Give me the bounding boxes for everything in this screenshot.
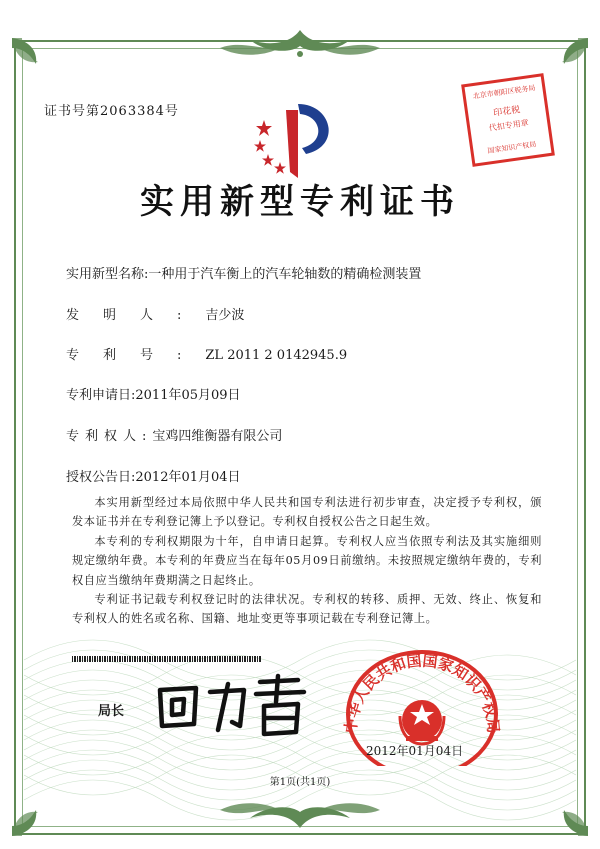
seal-text: 中华人民共和国国家知识产权局 bbox=[342, 651, 502, 735]
field-value: 2011年05月09日 bbox=[135, 388, 241, 403]
corner-ornament-top-left bbox=[8, 34, 58, 84]
field-label: 专利权人: bbox=[66, 429, 153, 444]
field-label: 实用新型名称: bbox=[66, 267, 149, 282]
top-ornament bbox=[210, 26, 390, 66]
field-grant-date bbox=[66, 466, 241, 485]
corner-ornament-bottom-right bbox=[542, 790, 592, 840]
field-application-date bbox=[66, 384, 241, 403]
body-paragraph: 本实用新型经过本局依照中华人民共和国专利法进行初步审查，决定授予专利权，颁发本证书并在专利登记簿上予以登记。专利权自授权公告之日起生效。 bbox=[72, 496, 542, 529]
director-label: 局长 bbox=[98, 704, 125, 719]
stamp-bottom-text: 国家知识产权局 bbox=[487, 140, 537, 156]
certificate-body-text bbox=[72, 493, 542, 629]
tax-stamp-seal bbox=[460, 72, 556, 168]
field-label: 专利申请日: bbox=[66, 388, 136, 403]
field-value: ZL 2011 2 0142945.9 bbox=[205, 348, 348, 363]
field-value: 宝鸡四维衡器有限公司 bbox=[152, 429, 283, 444]
field-label: 发明人: bbox=[66, 308, 206, 323]
bottom-ornament bbox=[210, 792, 390, 832]
field-inventor bbox=[66, 304, 244, 323]
page-footer: 第1页(共1页) bbox=[269, 777, 331, 788]
body-paragraph: 本专利的专利权期限为十年，自申请日起算。专利权人应当依照专利法及其实施细则规定缴纳年费。本专利的年费应当在每年05月09日前缴纳。未按照规定缴纳年费的，专利权自应当缴纳年费期满之日起终止。 bbox=[72, 534, 542, 587]
field-patent-holder bbox=[66, 425, 282, 444]
field-value: 2012年01月04日 bbox=[135, 470, 241, 485]
field-patent-number bbox=[66, 344, 347, 363]
field-utility-model-name bbox=[66, 263, 421, 282]
stamp-inner-text-2: 代扣专用章 bbox=[488, 118, 530, 133]
director-signature bbox=[148, 668, 318, 740]
stamp-inner-text-1: 印花税 bbox=[492, 105, 521, 119]
seal-date: 2012年01月04日 bbox=[366, 744, 464, 758]
field-label: 专利号: bbox=[66, 348, 206, 363]
body-paragraph: 专利证书记载专利权登记时的法律状况。专利权的转移、质押、无效、终止、恢复和专利权人的姓名或名称、国籍、地址变更等事项记载在专利登记簿上。 bbox=[72, 593, 542, 626]
certificate-number: 证书号第2063384号 bbox=[44, 104, 179, 119]
field-label: 授权公告日: bbox=[66, 470, 136, 485]
field-value: 吉少波 bbox=[205, 308, 245, 323]
barcode-strip bbox=[72, 656, 262, 662]
stamp-outer-text: 北京市朝阳区税务局 bbox=[472, 83, 536, 101]
field-value: 一种用于汽车衡上的汽车轮轴数的精确检测装置 bbox=[148, 267, 422, 282]
certificate-title: 实用新型专利证书 bbox=[140, 182, 460, 222]
corner-ornament-bottom-left bbox=[8, 790, 58, 840]
